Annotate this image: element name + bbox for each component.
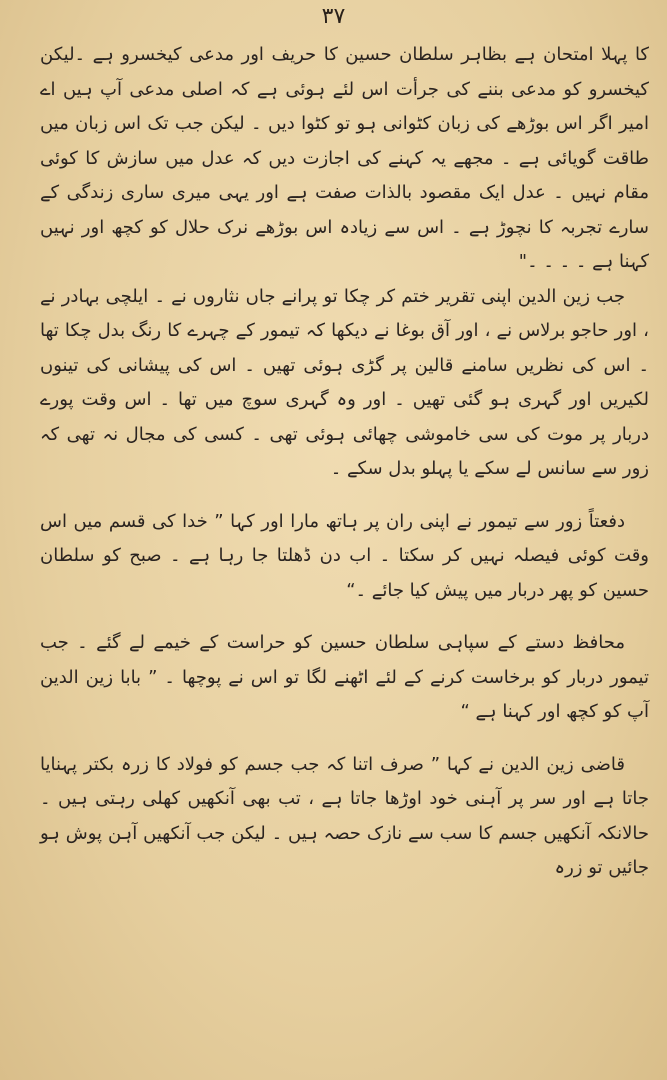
paragraph-2: جب زین الدین اپنی تقریر ختم کر چکا تو پرانے جاں نثاروں نے ۔ ایلچی بہادر نے ، اور حاجو برلاس نے ، اور آق بوغا نے دیکھا کہ تیمور کے چہرے کا رنگ بدل چکا تھا ۔ اس کی نظریں سامنے قالین پر گڑی ہوئی تھیں ۔ اس کی پیشانی کی تینوں لکیریں اور گہری ہو گئی تھیں ۔ اور وہ گہری سوچ میں تھا ۔ اس وقت پورے دربار پر موت کی سی خاموشی چھائی ہوئی تھی ۔ کسی کی مجال نہ تھی کہ زور سے سانس لے سکے یا پہلو بدل سکے ۔	[40, 285, 649, 479]
page-body	[40, 38, 649, 1072]
page-number: ۳۷	[321, 4, 346, 29]
paragraph-1: کا پہلا امتحان ہے بظاہر سلطان حسین کا حریف اور مدعی کیخسرو ہے ۔لیکن کیخسرو کو مدعی بننے کی جرأت اس لئے ہوئی ہے کہ اصلی مدعی آپ ہیں اے امیر اگر اس بوڑھے کی زبان کٹوانی ہو تو کٹوا دیں ۔ لیکن جب تک اس زبان میں طاقت گویائی ہے ۔ مجھے یہ کہنے کی اجازت دیں کہ عدل میں سازش کا کوئی مقام نہیں ۔ عدل ایک مقصود بالذات صفت ہے اور یہی میری ساری زندگی کے سارے تجربہ کا نچوڑ ہے ۔ اس سے زیادہ اس بوڑھے نرک حلال کو کچھ اور نہیں کہنا ہے ۔ ۔ ۔ ۔"	[40, 44, 649, 272]
paragraph-5: قاضی زین الدین نے کہا ” صرف اتنا کہ جب جسم کو فولاد کا زرہ بکتر پہنایا جاتا ہے اور سر پر آہنی خود اوڑھا جاتا ہے ، تب بھی آنکھیں کھلی رہتی ہیں ۔ حالانکہ آنکھیں جسم کا سب سے نازک حصہ ہیں ۔ لیکن جب آنکھیں آہن پوش ہو جائیں تو زرہ	[40, 753, 649, 878]
paragraph-4: محافظ دستے کے سپاہی سلطان حسین کو حراست کے خیمے لے گئے ۔ جب تیمور دربار کو برخاست کرنے کے لئے اٹھنے لگا تو اس نے پوچھا ۔ ” بابا زین الدین آپ کو کچھ اور کہنا ہے “	[40, 632, 649, 722]
paragraph-3: دفعتاً زور سے تیمور نے اپنی ران پر ہاتھ مارا اور کہا ” خدا کی قسم میں اس وقت کوئی فیصلہ نہیں کر سکتا ۔ اب دن ڈھلتا جا رہا ہے ۔ صبح کو سلطان حسین کو پھر دربار میں پیش کیا جائے ۔“	[40, 510, 649, 601]
